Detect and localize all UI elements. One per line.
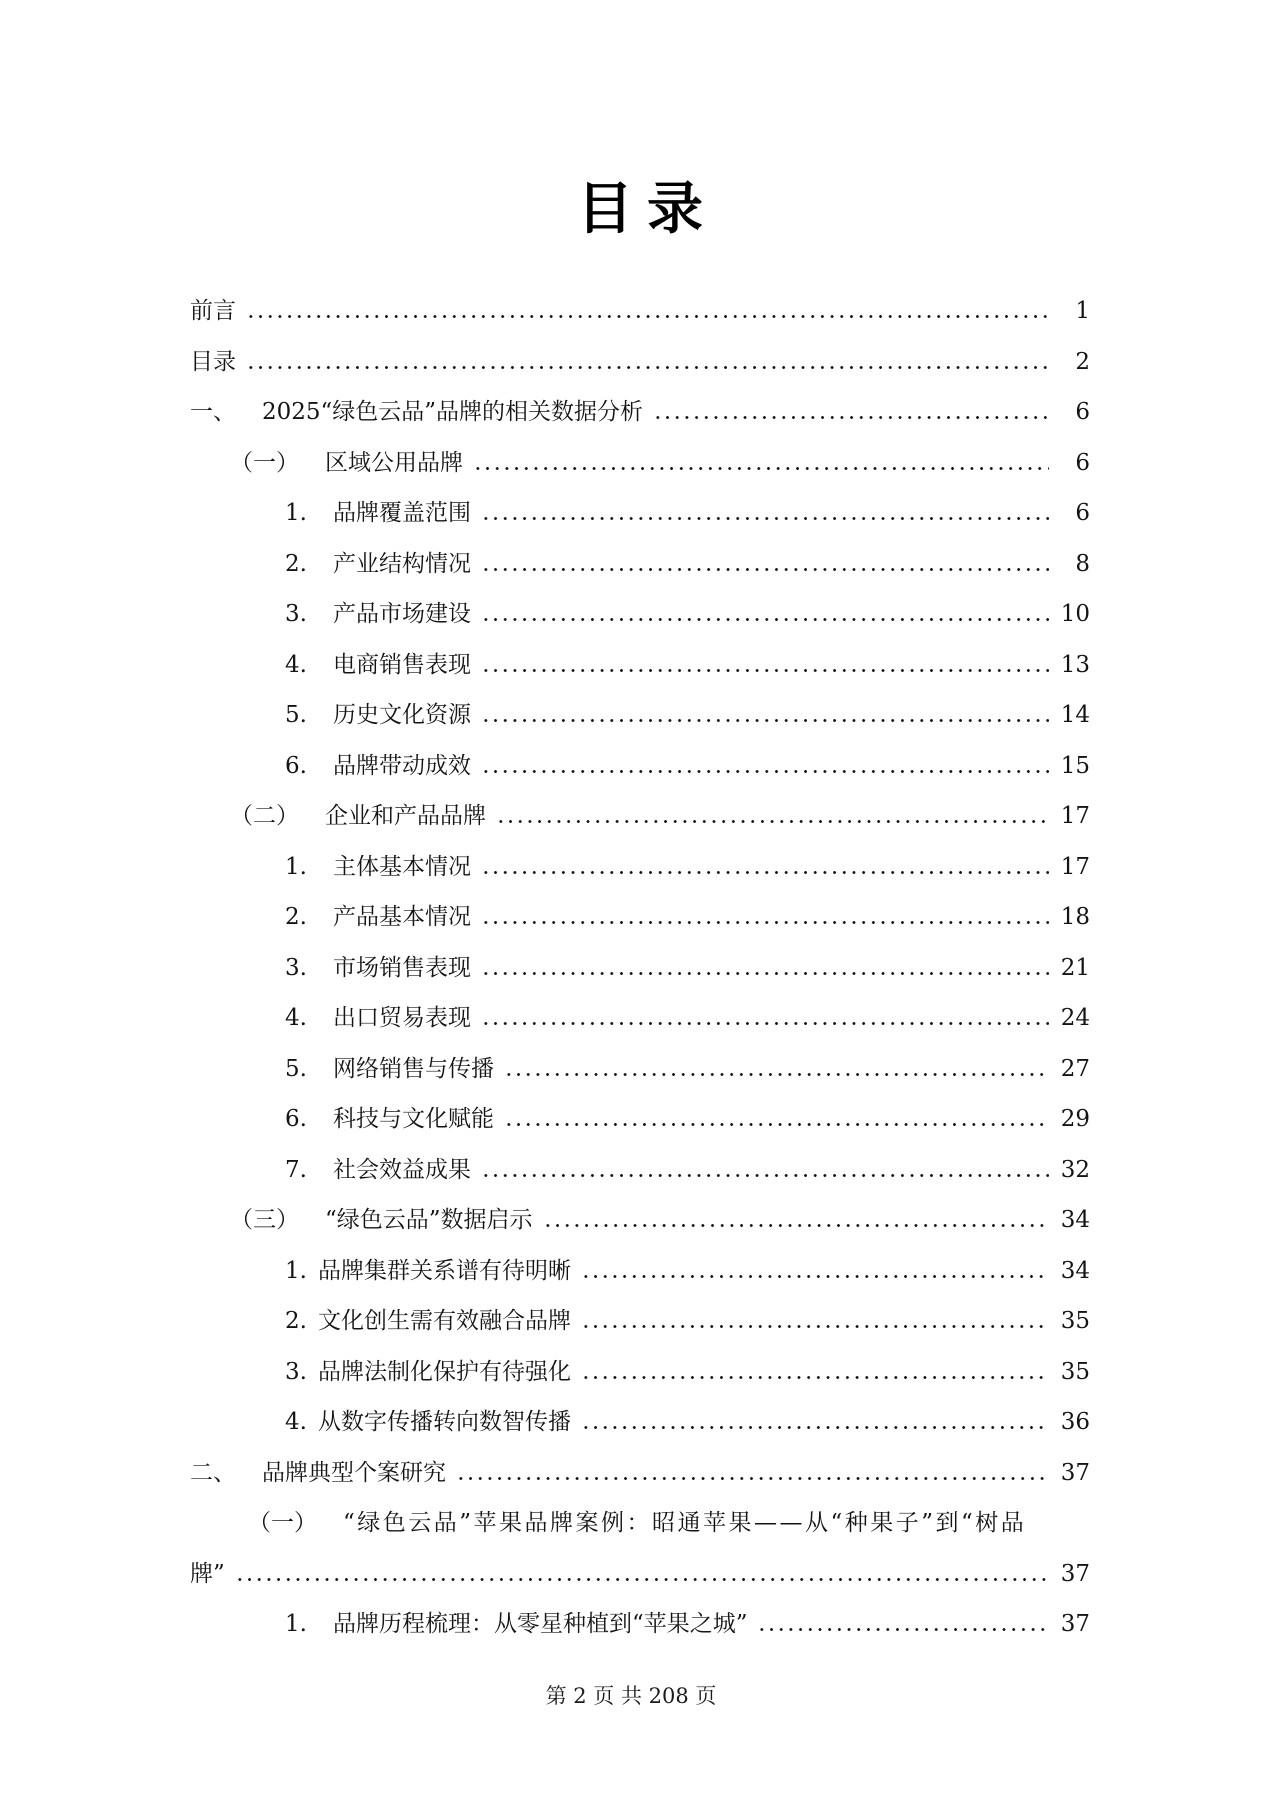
dot-leader	[478, 1000, 1049, 1051]
toc-entry-title: 文化创生需有效融合品牌	[317, 1308, 571, 1334]
toc-entry-page: 29	[1060, 1106, 1090, 1132]
toc-entry-number: 6.	[285, 752, 307, 779]
toc-entry[interactable]	[230, 798, 1090, 849]
dot-leader	[243, 293, 1049, 344]
toc-entry-page: 15	[1060, 752, 1090, 779]
toc-entry[interactable]	[285, 546, 1090, 597]
toc-entry-number: 1.	[285, 500, 307, 526]
toc-entry-page: 32	[1060, 1156, 1090, 1183]
toc-entry-page: 6	[1075, 399, 1090, 425]
toc-entry-page: 1	[1075, 298, 1090, 324]
toc-entry-number: 5.	[285, 702, 307, 728]
toc-entry-page: 13	[1060, 651, 1090, 678]
toc-entry-number: （二）	[230, 803, 299, 829]
toc-entry-title: 产业结构情况	[332, 550, 471, 577]
toc-entry-title: 网络销售与传播	[332, 1055, 494, 1082]
toc-entry-number: 1.	[285, 853, 307, 880]
toc-entry-number: 5.	[285, 1055, 307, 1082]
toc-entry-title: “绿色云品”数据启示	[325, 1207, 533, 1233]
dot-leader	[540, 1202, 1049, 1253]
toc-entry-page: 14	[1060, 702, 1090, 728]
toc-list	[190, 293, 1090, 1657]
toc-entry[interactable]	[285, 647, 1090, 698]
dot-leader	[578, 1303, 1049, 1354]
dot-leader	[650, 394, 1049, 445]
dot-leader	[243, 344, 1049, 395]
toc-entry[interactable]	[285, 697, 1090, 748]
toc-entry-page: 6	[1075, 500, 1090, 526]
dot-leader	[1026, 1505, 1090, 1556]
toc-entry-number: 7.	[285, 1156, 307, 1183]
toc-entry-number: 3.	[285, 954, 307, 981]
toc-entry-number: （一）	[248, 1510, 317, 1536]
page-title: 目录	[577, 176, 717, 242]
toc-entry[interactable]	[190, 394, 1090, 445]
dot-leader	[578, 1253, 1049, 1304]
toc-entry-page: 17	[1060, 803, 1090, 829]
toc-entry-number: 2.	[285, 1308, 307, 1334]
toc-entry-number: （一）	[230, 449, 299, 476]
toc-entry[interactable]	[190, 293, 1090, 344]
toc-entry-number: 2.	[285, 904, 307, 930]
toc-entry-title: 企业和产品品牌	[325, 803, 486, 829]
dot-leader	[754, 1606, 1049, 1657]
toc-entry[interactable]	[285, 596, 1090, 647]
toc-entry[interactable]	[285, 1354, 1090, 1405]
toc-entry-number: 4.	[285, 651, 307, 678]
toc-entry[interactable]	[285, 1404, 1090, 1455]
toc-entry-title: 品牌带动成效	[332, 752, 471, 779]
toc-entry-number: 3.	[285, 1358, 307, 1385]
toc-entry-title: “绿色云品”苹果品牌案例：昭通苹果——从“种果子”到“树品	[343, 1510, 1027, 1536]
toc-entry-title: 前言	[190, 298, 236, 324]
toc-entry[interactable]	[190, 1556, 1090, 1607]
toc-entry-title: 品牌历程梳理：从零星种植到“苹果之城”	[332, 1611, 748, 1637]
toc-entry-title: 主体基本情况	[332, 853, 471, 880]
toc-entry-number: 2.	[285, 550, 307, 577]
toc-entry-page: 35	[1060, 1358, 1090, 1385]
toc-entry-number: 4.	[285, 1005, 307, 1031]
toc-entry-page: 34	[1060, 1207, 1090, 1233]
toc-entry-page: 8	[1075, 550, 1090, 577]
toc-entry[interactable]	[285, 1000, 1090, 1051]
toc-entry[interactable]	[230, 445, 1090, 496]
dot-leader	[478, 495, 1049, 546]
dot-leader	[478, 849, 1049, 900]
toc-entry[interactable]	[285, 849, 1090, 900]
toc-entry-title: 市场销售表现	[332, 954, 471, 981]
toc-entry-page: 6	[1075, 449, 1090, 476]
toc-entry-number: 4.	[285, 1409, 307, 1435]
dot-leader	[578, 1404, 1049, 1455]
toc-entry[interactable]	[285, 748, 1090, 799]
toc-entry-number: （三）	[230, 1207, 299, 1233]
toc-entry-page: 24	[1060, 1005, 1090, 1031]
dot-leader	[478, 899, 1049, 950]
toc-entry-title: 出口贸易表现	[332, 1005, 471, 1031]
toc-entry-page: 21	[1060, 954, 1090, 981]
dot-leader	[478, 647, 1049, 698]
toc-entry[interactable]	[285, 899, 1090, 950]
toc-entry-title: 产品基本情况	[332, 904, 471, 930]
toc-entry-title: 2025“绿色云品”品牌的相关数据分析	[262, 399, 644, 425]
toc-entry[interactable]	[285, 1101, 1090, 1152]
toc-entry-number: 1.	[285, 1257, 307, 1284]
toc-entry-page: 17	[1060, 853, 1090, 880]
toc-entry[interactable]	[285, 1606, 1090, 1657]
dot-leader	[453, 1455, 1049, 1506]
toc-entry-page: 34	[1060, 1257, 1090, 1284]
toc-entry-title: 科技与文化赋能	[332, 1106, 494, 1132]
toc-entry-number: 一、	[190, 399, 236, 425]
dot-leader	[501, 1051, 1049, 1102]
toc-entry-number: 6.	[285, 1106, 307, 1132]
page-footer: 第 2 页 共 208 页	[545, 1684, 717, 1708]
toc-entry-number: 3.	[285, 601, 307, 627]
toc-entry-title: 品牌典型个案研究	[262, 1459, 446, 1486]
toc-entry-title: 品牌覆盖范围	[332, 500, 471, 526]
toc-entry[interactable]	[248, 1505, 1090, 1556]
toc-entry-title: 牌”	[190, 1560, 225, 1587]
toc-entry[interactable]	[190, 1455, 1090, 1506]
dot-leader	[493, 798, 1049, 849]
toc-entry-title: 从数字传播转向数智传播	[317, 1409, 571, 1435]
toc-entry-title: 品牌法制化保护有待强化	[317, 1358, 571, 1385]
toc-entry-title: 品牌集群关系谱有待明晰	[317, 1257, 571, 1284]
toc-entry-number: 1.	[285, 1611, 307, 1637]
toc-entry-page: 2	[1075, 348, 1090, 375]
toc-entry[interactable]	[230, 1202, 1090, 1253]
toc-entry-title: 历史文化资源	[332, 702, 471, 728]
toc-entry-title: 区域公用品牌	[325, 449, 463, 476]
toc-entry[interactable]	[285, 1253, 1090, 1304]
toc-entry[interactable]	[190, 344, 1090, 395]
toc-entry-page: 18	[1060, 904, 1090, 930]
toc-entry-page: 27	[1060, 1055, 1090, 1082]
dot-leader	[478, 748, 1049, 799]
toc-entry-page: 37	[1060, 1560, 1090, 1587]
dot-leader	[478, 596, 1049, 647]
toc-entry[interactable]	[285, 1152, 1090, 1203]
dot-leader	[478, 546, 1049, 597]
dot-leader	[578, 1354, 1049, 1405]
dot-leader	[232, 1556, 1049, 1607]
toc-entry-title: 社会效益成果	[332, 1156, 471, 1183]
toc-entry-page: 36	[1060, 1409, 1090, 1435]
toc-entry[interactable]	[285, 495, 1090, 546]
toc-entry-page: 10	[1060, 601, 1090, 627]
toc-entry[interactable]	[285, 950, 1090, 1001]
toc-entry-page: 37	[1060, 1611, 1090, 1637]
toc-entry-page: 35	[1060, 1308, 1090, 1334]
dot-leader	[501, 1101, 1049, 1152]
dot-leader	[478, 1152, 1049, 1203]
toc-entry-title: 电商销售表现	[332, 651, 471, 678]
toc-entry-title: 产品市场建设	[332, 601, 471, 627]
toc-entry[interactable]	[285, 1051, 1090, 1102]
toc-entry[interactable]	[285, 1303, 1090, 1354]
dot-leader	[470, 445, 1049, 496]
dot-leader	[478, 697, 1049, 748]
dot-leader	[478, 950, 1049, 1001]
toc-entry-page: 37	[1060, 1459, 1090, 1486]
toc-entry-title: 目录	[190, 348, 236, 375]
toc-entry-number: 二、	[190, 1459, 236, 1486]
